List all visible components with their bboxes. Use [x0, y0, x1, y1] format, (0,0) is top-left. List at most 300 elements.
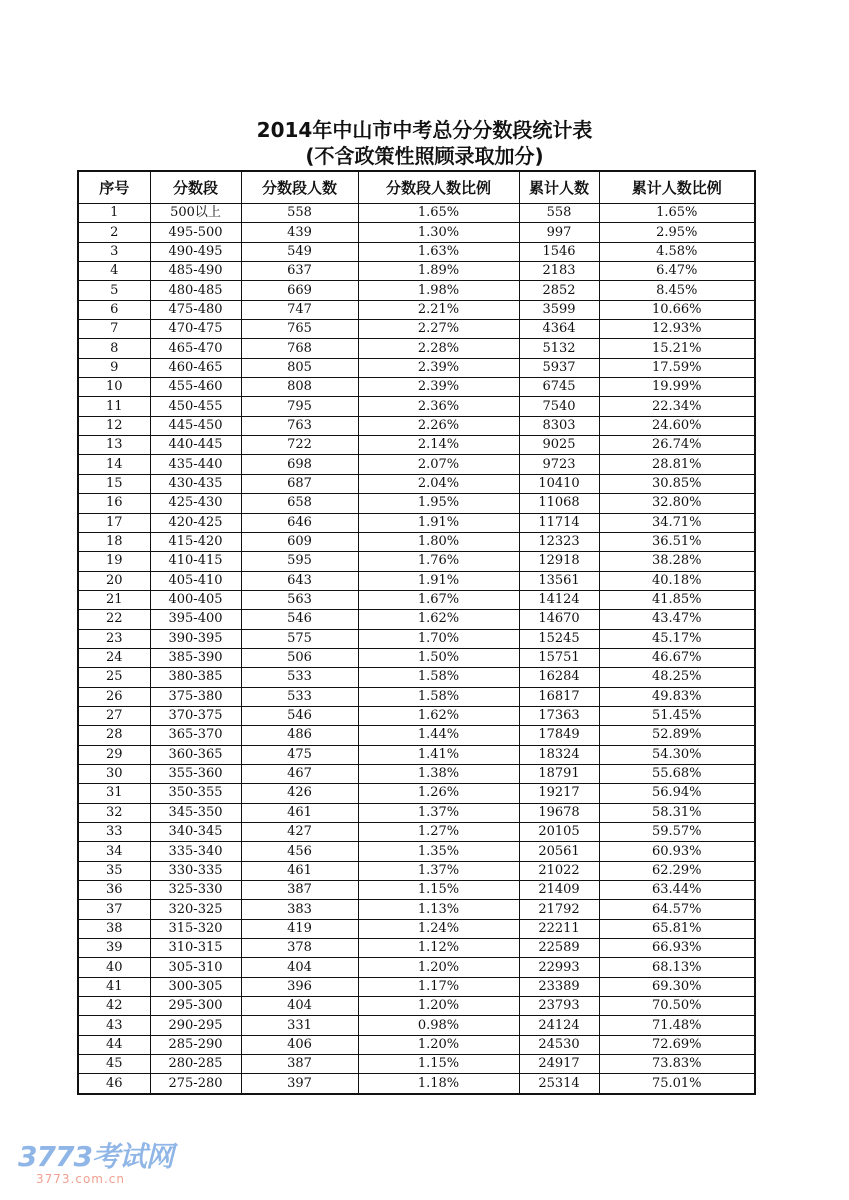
cell-percent: 2.21% — [358, 300, 519, 319]
cell-cumulative-count: 2852 — [519, 281, 599, 300]
cell-percent: 1.80% — [358, 532, 519, 551]
cell-cumulative-count: 3599 — [519, 300, 599, 319]
cell-count: 546 — [241, 706, 358, 725]
cell-percent: 1.44% — [358, 726, 519, 745]
cell-score-range: 405-410 — [150, 571, 241, 590]
cell-index: 37 — [78, 900, 150, 919]
table-row — [78, 900, 755, 919]
cell-count: 595 — [241, 552, 358, 571]
cell-percent: 1.65% — [358, 204, 519, 223]
cell-cumulative-count: 11714 — [519, 513, 599, 532]
cell-percent: 1.37% — [358, 803, 519, 822]
cell-count: 808 — [241, 378, 358, 397]
cell-count: 419 — [241, 919, 358, 938]
cell-cumulative-percent: 58.31% — [599, 803, 755, 822]
cell-percent: 1.58% — [358, 687, 519, 706]
table-row — [78, 1074, 755, 1094]
cell-score-range: 445-450 — [150, 416, 241, 435]
document-title: 2014年中山市中考总分分数段统计表 — [256, 118, 593, 142]
cell-count: 475 — [241, 745, 358, 764]
column-header-score-range: 分数段 — [150, 171, 241, 204]
cell-index: 14 — [78, 455, 150, 474]
cell-cumulative-percent: 64.57% — [599, 900, 755, 919]
cell-count: 563 — [241, 590, 358, 609]
cell-count: 533 — [241, 668, 358, 687]
watermark-logo — [18, 1135, 173, 1186]
cell-percent: 1.30% — [358, 223, 519, 242]
cell-cumulative-percent: 41.85% — [599, 590, 755, 609]
cell-score-range: 450-455 — [150, 397, 241, 416]
cell-score-range: 275-280 — [150, 1074, 241, 1094]
cell-cumulative-percent: 45.17% — [599, 629, 755, 648]
cell-cumulative-percent: 26.74% — [599, 436, 755, 455]
cell-cumulative-count: 8303 — [519, 416, 599, 435]
cell-cumulative-percent: 59.57% — [599, 823, 755, 842]
cell-count: 747 — [241, 300, 358, 319]
table-row — [78, 358, 755, 377]
cell-score-range: 330-335 — [150, 861, 241, 880]
cell-count: 461 — [241, 861, 358, 880]
cell-score-range: 460-465 — [150, 358, 241, 377]
cell-index: 7 — [78, 320, 150, 339]
cell-cumulative-percent: 24.60% — [599, 416, 755, 435]
cell-index: 35 — [78, 861, 150, 880]
cell-index: 38 — [78, 919, 150, 938]
cell-cumulative-count: 24917 — [519, 1055, 599, 1074]
cell-count: 461 — [241, 803, 358, 822]
cell-index: 26 — [78, 687, 150, 706]
cell-cumulative-count: 21792 — [519, 900, 599, 919]
cell-score-range: 300-305 — [150, 977, 241, 996]
cell-score-range: 375-380 — [150, 687, 241, 706]
cell-cumulative-percent: 22.34% — [599, 397, 755, 416]
cell-index: 9 — [78, 358, 150, 377]
table-row — [78, 223, 755, 242]
cell-count: 378 — [241, 939, 358, 958]
cell-cumulative-percent: 52.89% — [599, 726, 755, 745]
cell-index: 28 — [78, 726, 150, 745]
cell-cumulative-count: 12323 — [519, 532, 599, 551]
cell-cumulative-percent: 36.51% — [599, 532, 755, 551]
cell-index: 22 — [78, 610, 150, 629]
cell-count: 439 — [241, 223, 358, 242]
cell-percent: 1.67% — [358, 590, 519, 609]
cell-percent: 1.26% — [358, 784, 519, 803]
table-row — [78, 494, 755, 513]
cell-percent: 1.17% — [358, 977, 519, 996]
cell-percent: 1.91% — [358, 513, 519, 532]
cell-cumulative-count: 19217 — [519, 784, 599, 803]
cell-count: 763 — [241, 416, 358, 435]
cell-count: 643 — [241, 571, 358, 590]
cell-index: 6 — [78, 300, 150, 319]
cell-index: 2 — [78, 223, 150, 242]
cell-index: 19 — [78, 552, 150, 571]
cell-percent: 1.18% — [358, 1074, 519, 1094]
cell-cumulative-count: 15751 — [519, 648, 599, 667]
cell-count: 575 — [241, 629, 358, 648]
cell-cumulative-count: 22993 — [519, 958, 599, 977]
cell-count: 486 — [241, 726, 358, 745]
table-row — [78, 823, 755, 842]
table-row — [78, 958, 755, 977]
cell-cumulative-count: 22211 — [519, 919, 599, 938]
table-row — [78, 977, 755, 996]
cell-cumulative-count: 9025 — [519, 436, 599, 455]
cell-cumulative-percent: 75.01% — [599, 1074, 755, 1094]
cell-score-range: 415-420 — [150, 532, 241, 551]
cell-cumulative-percent: 48.25% — [599, 668, 755, 687]
cell-score-range: 380-385 — [150, 668, 241, 687]
cell-score-range: 480-485 — [150, 281, 241, 300]
table-row — [78, 320, 755, 339]
cell-cumulative-percent: 12.93% — [599, 320, 755, 339]
cell-percent: 1.58% — [358, 668, 519, 687]
table-row — [78, 455, 755, 474]
table-row — [78, 842, 755, 861]
table-row — [78, 648, 755, 667]
column-header-index: 序号 — [78, 171, 150, 204]
table-row — [78, 610, 755, 629]
cell-score-range: 285-290 — [150, 1035, 241, 1054]
cell-cumulative-percent: 19.99% — [599, 378, 755, 397]
cell-score-range: 305-310 — [150, 958, 241, 977]
cell-count: 396 — [241, 977, 358, 996]
table-row — [78, 997, 755, 1016]
cell-percent: 1.62% — [358, 706, 519, 725]
cell-count: 387 — [241, 881, 358, 900]
cell-index: 10 — [78, 378, 150, 397]
cell-cumulative-percent: 10.66% — [599, 300, 755, 319]
cell-cumulative-percent: 69.30% — [599, 977, 755, 996]
cell-index: 41 — [78, 977, 150, 996]
cell-index: 16 — [78, 494, 150, 513]
cell-index: 33 — [78, 823, 150, 842]
cell-cumulative-count: 22589 — [519, 939, 599, 958]
cell-cumulative-percent: 30.85% — [599, 474, 755, 493]
cell-cumulative-count: 21022 — [519, 861, 599, 880]
cell-percent: 1.95% — [358, 494, 519, 513]
cell-percent: 2.39% — [358, 378, 519, 397]
cell-score-range: 295-300 — [150, 997, 241, 1016]
cell-cumulative-percent: 65.81% — [599, 919, 755, 938]
cell-cumulative-count: 4364 — [519, 320, 599, 339]
cell-count: 456 — [241, 842, 358, 861]
cell-cumulative-percent: 38.28% — [599, 552, 755, 571]
cell-cumulative-count: 5132 — [519, 339, 599, 358]
table-row — [78, 590, 755, 609]
table-row — [78, 300, 755, 319]
column-header-count: 分数段人数 — [241, 171, 358, 204]
table-row — [78, 1055, 755, 1074]
cell-cumulative-percent: 66.93% — [599, 939, 755, 958]
cell-cumulative-percent: 4.58% — [599, 242, 755, 261]
cell-percent: 2.26% — [358, 416, 519, 435]
table-row — [78, 436, 755, 455]
cell-score-range: 350-355 — [150, 784, 241, 803]
column-header-cumulative-percent: 累计人数比例 — [599, 171, 755, 204]
cell-index: 32 — [78, 803, 150, 822]
table-row — [78, 939, 755, 958]
cell-score-range: 455-460 — [150, 378, 241, 397]
cell-index: 40 — [78, 958, 150, 977]
cell-cumulative-count: 12918 — [519, 552, 599, 571]
cell-index: 46 — [78, 1074, 150, 1094]
cell-percent: 2.28% — [358, 339, 519, 358]
cell-score-range: 420-425 — [150, 513, 241, 532]
cell-count: 427 — [241, 823, 358, 842]
table-row — [78, 784, 755, 803]
cell-percent: 1.15% — [358, 1055, 519, 1074]
cell-cumulative-percent: 62.29% — [599, 861, 755, 880]
cell-cumulative-count: 10410 — [519, 474, 599, 493]
table-row — [78, 397, 755, 416]
cell-score-range: 355-360 — [150, 764, 241, 783]
cell-score-range: 340-345 — [150, 823, 241, 842]
cell-index: 43 — [78, 1016, 150, 1035]
cell-percent: 2.36% — [358, 397, 519, 416]
cell-score-range: 475-480 — [150, 300, 241, 319]
cell-percent: 1.35% — [358, 842, 519, 861]
cell-cumulative-count: 9723 — [519, 455, 599, 474]
cell-percent: 1.27% — [358, 823, 519, 842]
cell-index: 29 — [78, 745, 150, 764]
cell-cumulative-percent: 63.44% — [599, 881, 755, 900]
cell-score-range: 430-435 — [150, 474, 241, 493]
cell-cumulative-percent: 15.21% — [599, 339, 755, 358]
cell-index: 15 — [78, 474, 150, 493]
cell-cumulative-percent: 6.47% — [599, 262, 755, 281]
cell-cumulative-percent: 51.45% — [599, 706, 755, 725]
cell-cumulative-count: 23389 — [519, 977, 599, 996]
cell-score-range: 425-430 — [150, 494, 241, 513]
cell-score-range: 495-500 — [150, 223, 241, 242]
cell-count: 533 — [241, 687, 358, 706]
cell-count: 467 — [241, 764, 358, 783]
document-subtitle: (不含政策性照顾录取加分) — [305, 144, 544, 168]
cell-count: 768 — [241, 339, 358, 358]
cell-cumulative-percent: 34.71% — [599, 513, 755, 532]
cell-count: 558 — [241, 204, 358, 223]
cell-index: 34 — [78, 842, 150, 861]
cell-percent: 2.04% — [358, 474, 519, 493]
cell-percent: 1.91% — [358, 571, 519, 590]
cell-percent: 1.70% — [358, 629, 519, 648]
cell-count: 426 — [241, 784, 358, 803]
cell-score-range: 395-400 — [150, 610, 241, 629]
cell-index: 20 — [78, 571, 150, 590]
cell-percent: 1.24% — [358, 919, 519, 938]
table-row — [78, 687, 755, 706]
cell-count: 805 — [241, 358, 358, 377]
cell-cumulative-count: 13561 — [519, 571, 599, 590]
cell-percent: 1.12% — [358, 939, 519, 958]
cell-count: 669 — [241, 281, 358, 300]
cell-cumulative-count: 14670 — [519, 610, 599, 629]
table-row — [78, 378, 755, 397]
cell-cumulative-count: 25314 — [519, 1074, 599, 1094]
cell-cumulative-percent: 73.83% — [599, 1055, 755, 1074]
cell-percent: 1.62% — [358, 610, 519, 629]
cell-cumulative-percent: 17.59% — [599, 358, 755, 377]
cell-percent: 1.37% — [358, 861, 519, 880]
cell-score-range: 365-370 — [150, 726, 241, 745]
cell-count: 765 — [241, 320, 358, 339]
table-row — [78, 262, 755, 281]
cell-score-range: 470-475 — [150, 320, 241, 339]
score-distribution-table — [77, 170, 756, 1095]
cell-cumulative-count: 20105 — [519, 823, 599, 842]
cell-cumulative-percent: 55.68% — [599, 764, 755, 783]
cell-index: 24 — [78, 648, 150, 667]
cell-percent: 2.27% — [358, 320, 519, 339]
table-row — [78, 242, 755, 261]
cell-count: 646 — [241, 513, 358, 532]
cell-percent: 1.63% — [358, 242, 519, 261]
cell-cumulative-count: 6745 — [519, 378, 599, 397]
table-row — [78, 726, 755, 745]
cell-count: 406 — [241, 1035, 358, 1054]
cell-cumulative-count: 24530 — [519, 1035, 599, 1054]
cell-index: 4 — [78, 262, 150, 281]
table-row — [78, 571, 755, 590]
cell-percent: 1.41% — [358, 745, 519, 764]
table-row — [78, 513, 755, 532]
cell-score-range: 345-350 — [150, 803, 241, 822]
cell-index: 25 — [78, 668, 150, 687]
cell-score-range: 320-325 — [150, 900, 241, 919]
cell-cumulative-percent: 49.83% — [599, 687, 755, 706]
cell-index: 3 — [78, 242, 150, 261]
table-row — [78, 881, 755, 900]
table-row — [78, 339, 755, 358]
cell-count: 795 — [241, 397, 358, 416]
cell-index: 5 — [78, 281, 150, 300]
table-row — [78, 629, 755, 648]
table-row — [78, 204, 755, 223]
cell-cumulative-count: 997 — [519, 223, 599, 242]
cell-score-range: 400-405 — [150, 590, 241, 609]
cell-count: 698 — [241, 455, 358, 474]
cell-index: 21 — [78, 590, 150, 609]
table-row — [78, 668, 755, 687]
cell-cumulative-percent: 8.45% — [599, 281, 755, 300]
cell-cumulative-count: 15245 — [519, 629, 599, 648]
cell-count: 546 — [241, 610, 358, 629]
table-row — [78, 706, 755, 725]
cell-score-range: 325-330 — [150, 881, 241, 900]
cell-count: 383 — [241, 900, 358, 919]
table-row — [78, 745, 755, 764]
cell-cumulative-percent: 60.93% — [599, 842, 755, 861]
cell-score-range: 435-440 — [150, 455, 241, 474]
cell-count: 687 — [241, 474, 358, 493]
cell-count: 549 — [241, 242, 358, 261]
cell-cumulative-count: 17849 — [519, 726, 599, 745]
cell-index: 39 — [78, 939, 150, 958]
cell-cumulative-percent: 71.48% — [599, 1016, 755, 1035]
cell-score-range: 385-390 — [150, 648, 241, 667]
cell-cumulative-count: 17363 — [519, 706, 599, 725]
cell-cumulative-count: 14124 — [519, 590, 599, 609]
cell-cumulative-count: 19678 — [519, 803, 599, 822]
cell-cumulative-percent: 68.13% — [599, 958, 755, 977]
table-row — [78, 552, 755, 571]
table-row — [78, 1016, 755, 1035]
cell-percent: 1.13% — [358, 900, 519, 919]
table-row — [78, 919, 755, 938]
cell-cumulative-percent: 54.30% — [599, 745, 755, 764]
watermark-url: 3773.com.cn — [36, 1172, 125, 1186]
cell-index: 42 — [78, 997, 150, 1016]
cell-percent: 1.76% — [358, 552, 519, 571]
cell-cumulative-count: 20561 — [519, 842, 599, 861]
cell-cumulative-count: 23793 — [519, 997, 599, 1016]
cell-percent: 1.89% — [358, 262, 519, 281]
cell-cumulative-count: 16284 — [519, 668, 599, 687]
cell-index: 27 — [78, 706, 150, 725]
table-row — [78, 474, 755, 493]
cell-cumulative-count: 2183 — [519, 262, 599, 281]
cell-count: 331 — [241, 1016, 358, 1035]
cell-cumulative-percent: 2.95% — [599, 223, 755, 242]
cell-cumulative-count: 18324 — [519, 745, 599, 764]
cell-cumulative-count: 21409 — [519, 881, 599, 900]
cell-percent: 1.98% — [358, 281, 519, 300]
cell-index: 45 — [78, 1055, 150, 1074]
cell-index: 1 — [78, 204, 150, 223]
cell-score-range: 310-315 — [150, 939, 241, 958]
cell-count: 637 — [241, 262, 358, 281]
cell-percent: 0.98% — [358, 1016, 519, 1035]
cell-cumulative-percent: 40.18% — [599, 571, 755, 590]
cell-score-range: 440-445 — [150, 436, 241, 455]
cell-count: 506 — [241, 648, 358, 667]
cell-count: 658 — [241, 494, 358, 513]
cell-score-range: 315-320 — [150, 919, 241, 938]
cell-percent: 2.07% — [358, 455, 519, 474]
watermark-logo-text: 3773考试网 — [18, 1140, 173, 1173]
cell-count: 404 — [241, 958, 358, 977]
cell-percent: 2.14% — [358, 436, 519, 455]
cell-index: 23 — [78, 629, 150, 648]
cell-index: 13 — [78, 436, 150, 455]
cell-cumulative-percent: 32.80% — [599, 494, 755, 513]
cell-cumulative-percent: 72.69% — [599, 1035, 755, 1054]
table-row — [78, 861, 755, 880]
cell-score-range: 465-470 — [150, 339, 241, 358]
cell-score-range: 500以上 — [150, 204, 241, 223]
table-row — [78, 803, 755, 822]
cell-index: 12 — [78, 416, 150, 435]
cell-score-range: 290-295 — [150, 1016, 241, 1035]
cell-cumulative-count: 5937 — [519, 358, 599, 377]
cell-score-range: 390-395 — [150, 629, 241, 648]
cell-score-range: 410-415 — [150, 552, 241, 571]
cell-cumulative-percent: 1.65% — [599, 204, 755, 223]
cell-index: 8 — [78, 339, 150, 358]
column-header-cumulative-count: 累计人数 — [519, 171, 599, 204]
cell-score-range: 485-490 — [150, 262, 241, 281]
cell-percent: 1.15% — [358, 881, 519, 900]
cell-percent: 1.20% — [358, 958, 519, 977]
table-header-row — [78, 171, 755, 204]
cell-index: 31 — [78, 784, 150, 803]
table-row — [78, 281, 755, 300]
cell-index: 36 — [78, 881, 150, 900]
cell-score-range: 490-495 — [150, 242, 241, 261]
cell-index: 17 — [78, 513, 150, 532]
